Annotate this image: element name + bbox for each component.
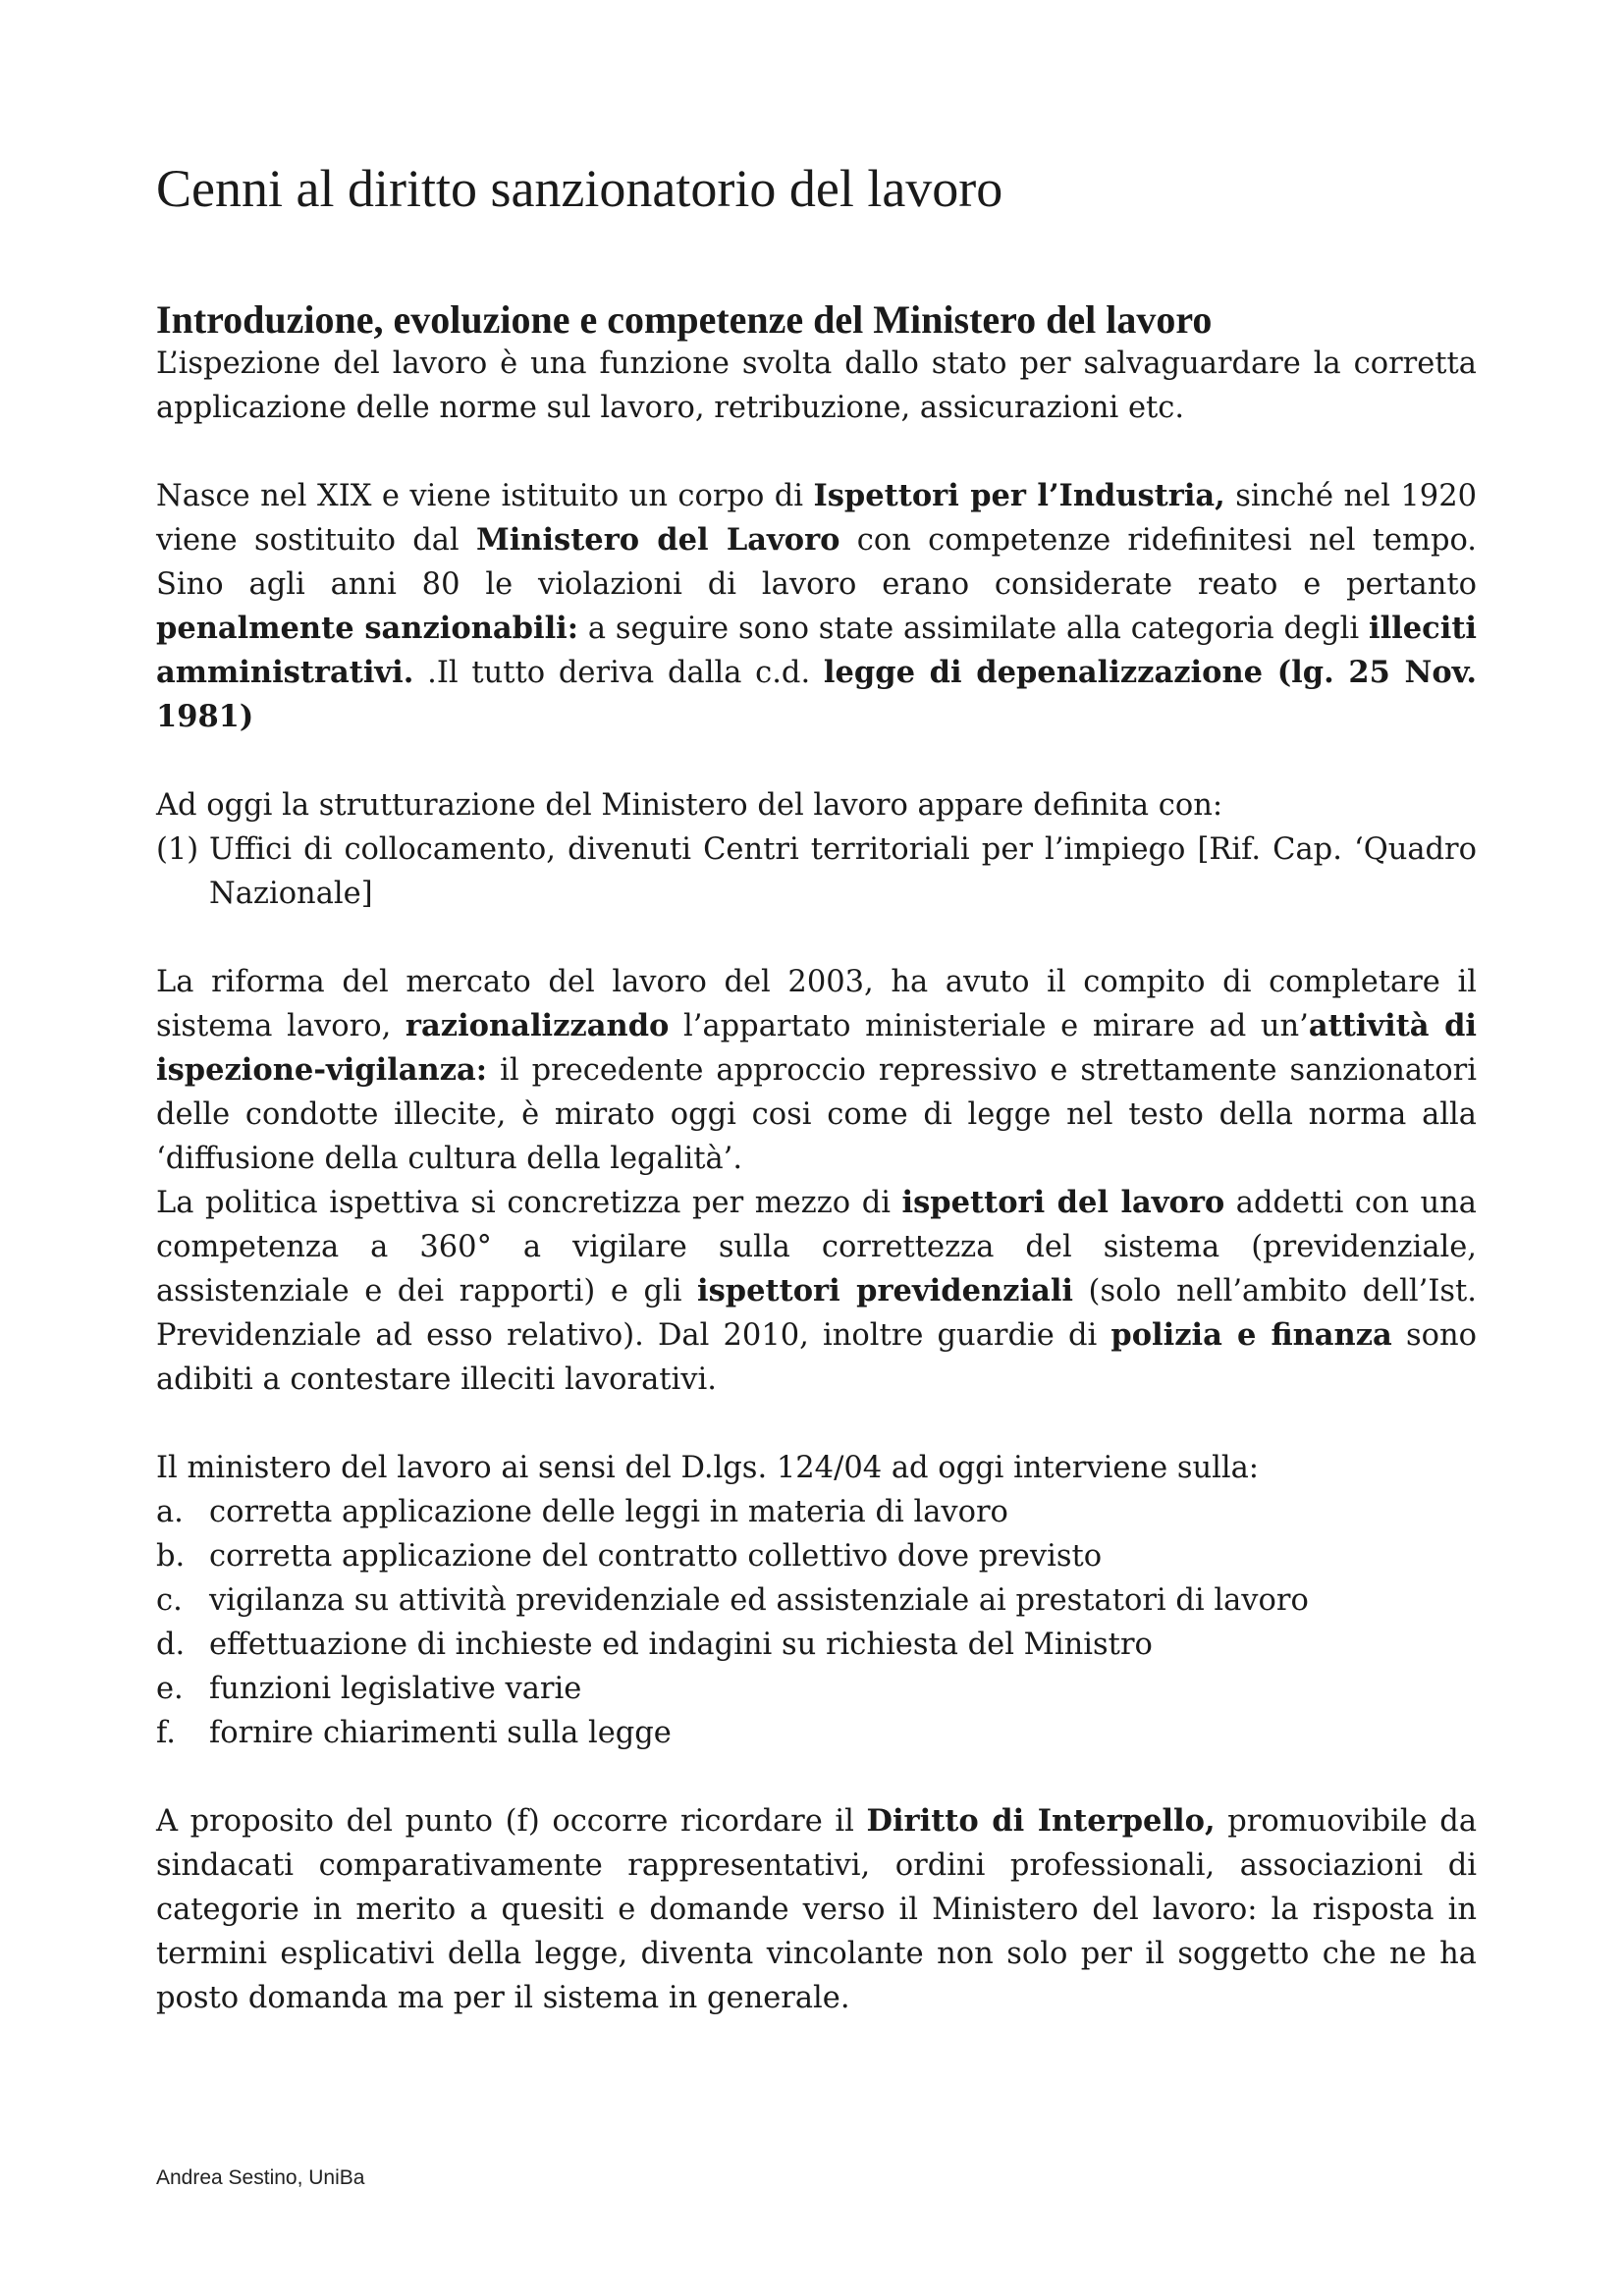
- bold-term: ispettori del lavoro: [901, 1185, 1225, 1220]
- text-run: Nasce nel XIX e viene istituito un corpo di: [156, 479, 814, 513]
- list-item: [156, 1711, 1477, 1755]
- text-run: promuovibile da sindacati comparativamente rappresentativi, ordini professionali, associazioni di categorie in merito a quesiti e domande verso il Ministero del lavoro: la risposta in termini esplicativi della legge, diventa vincolante non solo per il soggetto che ne ha posto domanda ma per il sistema in generale.: [156, 1804, 1478, 2015]
- paragraph-gap: [156, 430, 1477, 474]
- list-marker: a.: [156, 1495, 184, 1529]
- text-run: con competenze ridefinitesi nel tempo. Sino agli anni 80 le violazioni di lavoro erano considerate reato e pertanto: [156, 523, 1477, 602]
- list-item: [156, 1623, 1477, 1667]
- alpha-list: [156, 1490, 1477, 1755]
- bold-term: razionalizzando: [405, 1008, 670, 1043]
- list-marker: c.: [156, 1583, 183, 1618]
- bold-term: attività di ispezione-vigilanza:: [156, 1008, 1478, 1088]
- bold-term: Ispettori per l’Industria,: [813, 478, 1225, 513]
- list-item: [156, 1490, 1477, 1534]
- list-marker: f.: [156, 1716, 176, 1750]
- list-marker: e.: [156, 1672, 184, 1706]
- list-item-text: corretta applicazione delle leggi in materia di lavoro: [209, 1495, 1008, 1529]
- text-run: La politica ispettiva si concretizza per mezzo di: [156, 1186, 902, 1220]
- page-footer: Andrea Sestino, UniBa: [156, 2166, 365, 2189]
- list-item: [156, 828, 1477, 916]
- text-run: l’appartato ministeriale e mirare ad un’: [669, 1009, 1309, 1043]
- text-run: .Il tutto deriva dalla c.d.: [413, 656, 824, 690]
- text-run: a seguire sono state assimilate alla categoria degli: [578, 612, 1369, 646]
- list-item-text: effettuazione di inchieste ed indagini su richiesta del Ministro: [209, 1628, 1153, 1662]
- bold-term: illeciti amministrativi.: [156, 611, 1477, 690]
- paragraph-gap: [156, 916, 1477, 960]
- list-item-text: Uffici di collocamento, divenuti Centri territoriali per l’impiego [Rif. Cap. ‘Quadro Nazionale]: [209, 832, 1477, 911]
- list-item: [156, 1667, 1477, 1711]
- list-marker: (1): [156, 832, 199, 867]
- paragraph-2: [156, 474, 1477, 739]
- paragraph-gap: [156, 1402, 1477, 1446]
- bold-term: penalmente sanzionabili:: [156, 611, 578, 646]
- text-run: sinché nel 1920 viene sostituito dal: [156, 479, 1478, 558]
- paragraph-gap: [156, 739, 1477, 783]
- section-heading: Introduzione, evoluzione e competenze del Ministero del lavoro: [156, 297, 1213, 342]
- list-marker: b.: [156, 1539, 186, 1574]
- text-run: La riforma del mercato del lavoro del 2003, ha avuto il compito di completare il sistema lavoro,: [156, 965, 1477, 1043]
- bold-term: ispettori previdenziali: [697, 1273, 1074, 1308]
- text-run: il precedente approccio repressivo e strettamente sanzionatori delle condotte illecite, è mirato oggi cosi come di legge nel testo della norma alla ‘diffusione della cultura della legalità’.: [156, 1053, 1477, 1176]
- page-content: [156, 157, 1477, 2020]
- list-item-text: fornire chiarimenti sulla legge: [209, 1716, 672, 1750]
- paragraph-7: [156, 1799, 1477, 2020]
- bold-term: Ministero del Lavoro: [475, 522, 840, 558]
- document-title: Cenni al diritto sanzionatorio del lavoro: [156, 159, 1003, 218]
- paragraph-6: Il ministero del lavoro ai sensi del D.lgs. 124/04 ad oggi interviene sulla:: [156, 1451, 1260, 1485]
- paragraph-4: [156, 960, 1477, 1181]
- bold-term: legge di depenalizzazione (lg. 25 Nov. 1981): [156, 655, 1478, 734]
- list-marker: d.: [156, 1628, 186, 1662]
- text-run: sono adibiti a contestare illeciti lavorativi.: [156, 1318, 1477, 1397]
- paragraph-5: [156, 1181, 1477, 1402]
- paragraph-3: Ad oggi la strutturazione del Ministero del lavoro appare definita con:: [156, 788, 1223, 823]
- list-item: [156, 1578, 1477, 1623]
- list-item-text: vigilanza su attività previdenziale ed assistenziale ai prestatori di lavoro: [209, 1583, 1309, 1618]
- numbered-list: [156, 828, 1477, 916]
- text-run: (solo nell’ambito dell’Ist. Previdenziale ad esso relativo). Dal 2010, inoltre guardie di: [156, 1274, 1477, 1353]
- bold-term: Diritto di Interpello,: [866, 1803, 1216, 1839]
- list-item: [156, 1534, 1477, 1578]
- text-run: A proposito del punto (f) occorre ricordare il: [156, 1804, 867, 1839]
- list-item-text: corretta applicazione del contratto collettivo dove previsto: [209, 1539, 1103, 1574]
- paragraph-gap: [156, 1755, 1477, 1799]
- text-run: addetti con una competenza a 360° a vigilare sulla correttezza del sistema (previdenziale, assistenziale e dei rapporti) e gli: [156, 1186, 1477, 1308]
- paragraph-1: L’ispezione del lavoro è una funzione svolta dallo stato per salvaguardare la corretta applicazione delle norme sul lavoro, retribuzione, assicurazioni etc.: [156, 347, 1477, 425]
- bold-term: polizia e finanza: [1110, 1317, 1392, 1353]
- list-item-text: funzioni legislative varie: [209, 1672, 582, 1706]
